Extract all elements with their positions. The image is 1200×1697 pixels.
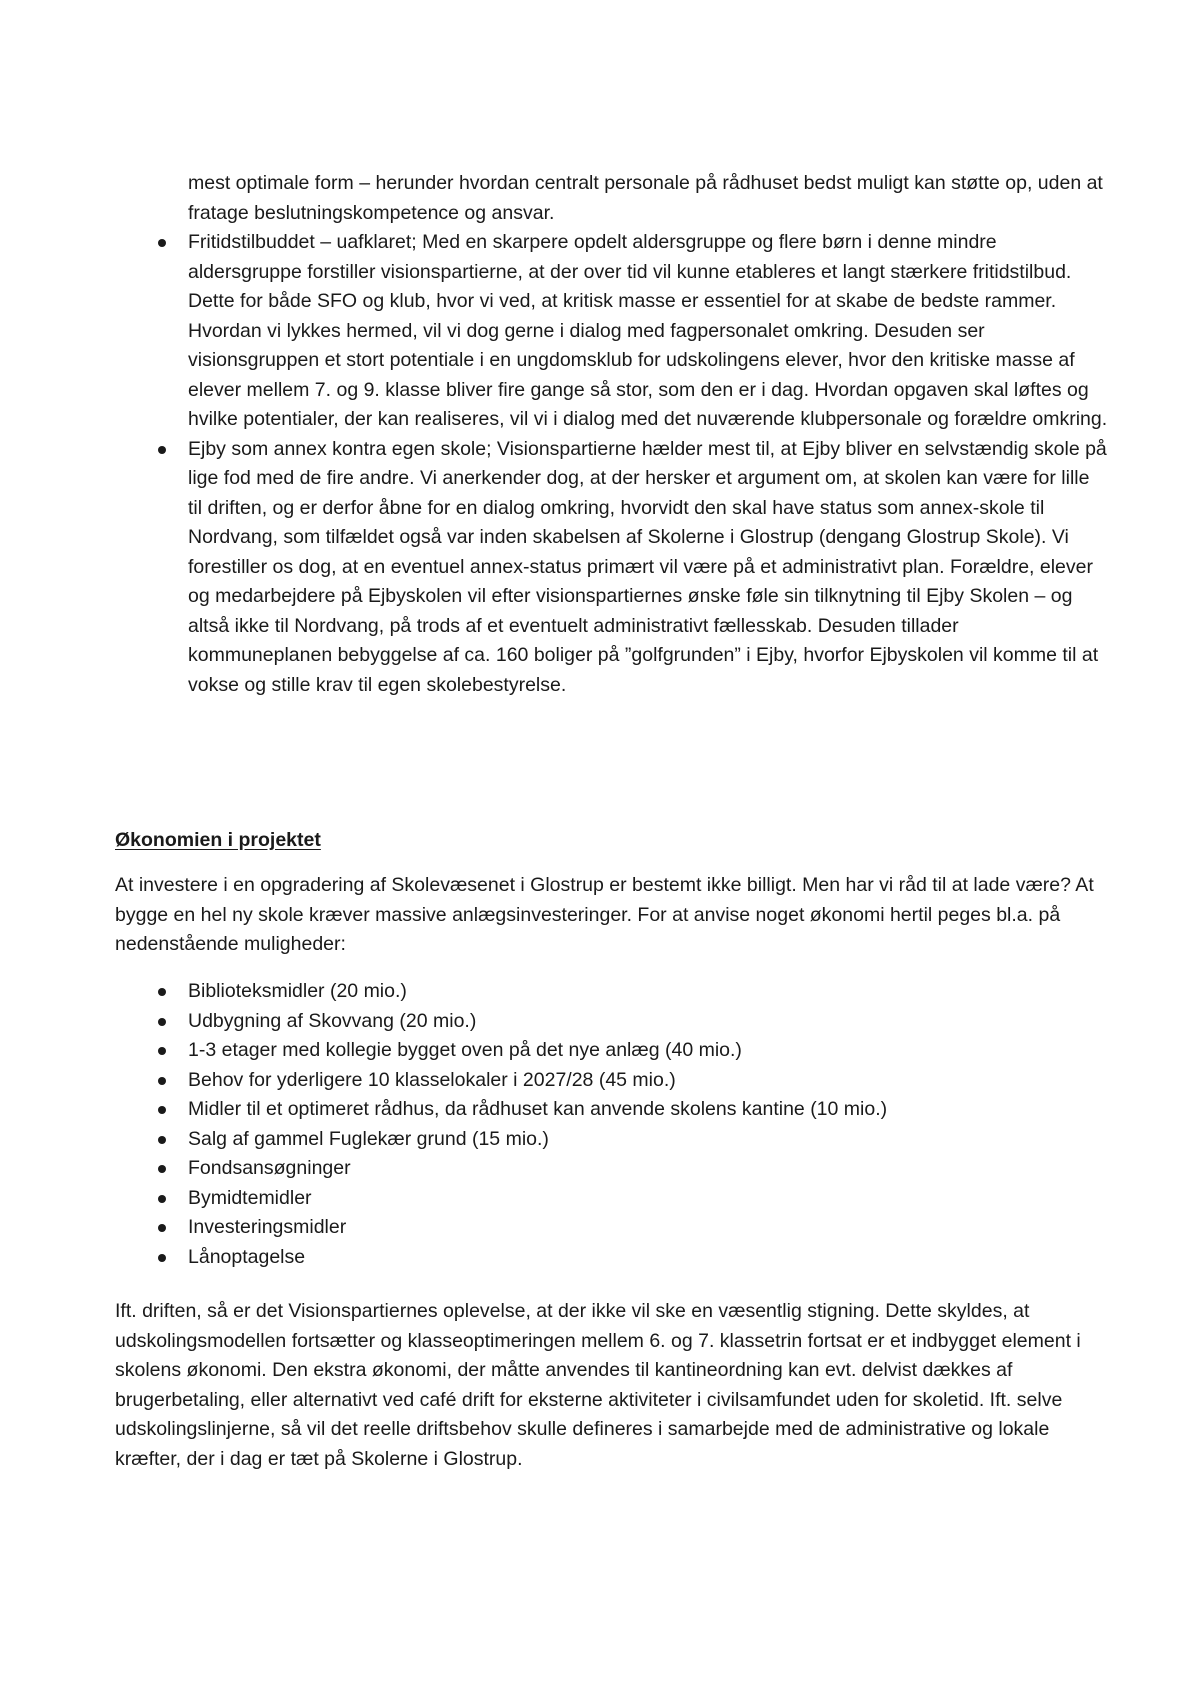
list-item [188,1007,1108,1037]
discussion-bullet-list [188,228,1108,700]
list-item [188,435,1108,701]
list-item [188,1184,1108,1214]
list-item [188,1066,1108,1096]
bullet-icon [158,239,166,247]
funding-item: Bymidtemidler [188,1186,312,1209]
bullet-icon [158,1106,166,1114]
bullet-icon [158,988,166,996]
funding-item: Behov for yderligere 10 klasselokaler i 2027/28 (45 mio.) [188,1068,676,1091]
list-item [188,1243,1108,1273]
bullet-icon [158,1018,166,1026]
list-item [188,1125,1108,1155]
list-item [188,1036,1108,1066]
funding-item: Lånoptagelse [188,1245,306,1268]
bullet-icon [158,1165,166,1173]
list-item [188,228,1108,435]
closing-paragraph: Ift. driften, så er det Visionspartiernes oplevelse, at der ikke vil ske en væsentlig stigning. Dette skyldes, at udskolingsmodellen fortsætter og klasseoptimeringen mellem 6. og 7. klassetrin fortsat er et indbygget element i skolens økonomi. Den ekstra økonomi, der måtte anvendes til kantineordning kan evt. delvist dækkes af brugerbetaling, eller alternativt ved café drift for eksterne aktiviteter i civilsamfundet uden for skoletid. Ift. selve udskolingslinjerne, så vil det reelle driftsbehov skulle defineres i samarbejde med de administrative og lokale kræfter, der i dag er tæt på Skolerne i Glostrup. [115,1300,1081,1470]
list-item [188,1213,1108,1243]
funding-item: Salg af gammel Fuglekær grund (15 mio.) [188,1127,549,1150]
bullet-text-fritidstilbud: Fritidstilbuddet – uafklaret; Med en skarpere opdelt aldersgruppe og flere børn i denne mindre aldersgruppe forstiller visionspartierne, at der over tid vil kunne etableres et langt stærkere fritidstilbud. Dette for både SFO og klub, hvor vi ved, at kritisk masse er essentiel for at skabe de bedste rammer. Hvordan vi lykkes hermed, vil vi dog gerne i dialog med fagpersonalet omkring. Desuden ser visionsgruppen et stort potentiale i en ungdomsklub for udskolingens elever, hvor den kritiske masse af elever mellem 7. og 9. klasse bliver fire gange så stor, som den er i dag. Hvordan opgaven skal løftes og hvilke potentialer, der kan realiseres, vil vi i dialog med det nuværende klubpersonale og forældre omkring. [188,231,1108,430]
funding-item: 1-3 etager med kollegie bygget oven på det nye anlæg (40 mio.) [188,1039,742,1061]
bullet-icon [158,1254,166,1262]
bullet-icon [158,1224,166,1232]
list-item [188,977,1108,1007]
section-heading: Økonomien i projektet [115,829,321,851]
funding-item: Investeringsmidler [188,1216,347,1238]
bullet-icon [158,1136,166,1144]
intro-paragraph: At investere i en opgradering af Skolevæsenet i Glostrup er bestemt ikke billigt. Men har vi råd til at lade være? At bygge en hel ny skole kræver massive anlægsinvesteringer. For at anvise noget økonomi hertil peges bl.a. på nedenstående muligheder: [115,874,1094,955]
bullet-icon [158,1047,166,1055]
continued-bullet-text: mest optimale form – herunder hvordan centralt personale på rådhuset bedst muligt kan støtte op, uden at fratage beslutningskompetence og ansvar. [188,172,1103,224]
funding-item: Udbygning af Skovvang (20 mio.) [188,1009,477,1032]
funding-item: Fondsansøgninger [188,1157,351,1179]
bullet-icon [158,446,166,454]
bullet-icon [158,1195,166,1203]
funding-item: Biblioteksmidler (20 mio.) [188,980,407,1002]
bullet-icon [158,1077,166,1085]
list-item [188,1095,1108,1125]
funding-options-list [188,977,1108,1272]
funding-item: Midler til et optimeret rådhus, da rådhuset kan anvende skolens kantine (10 mio.) [188,1098,888,1120]
bullet-text-ejby: Ejby som annex kontra egen skole; Visionspartierne hælder mest til, at Ejby bliver en selvstændig skole på lige fod med de fire andre. Vi anerkender dog, at der hersker et argument om, at skolen kan være for lille til driften, og er derfor åbne for en dialog omkring, hvorvidt den skal have status som annex-skole til Nordvang, som tilfældet også var inden skabelsen af Skolerne i Glostrup (dengang Glostrup Skole). Vi forestiller os dog, at en eventuel annex-status primært vil være på et administrativt plan. Forældre, elever og medarbejdere på Ejbyskolen vil efter visionspartiernes ønske føle sin tilknytning til Ejby Skolen – og altså ikke til Nordvang, på trods af et eventuelt administrativt fællesskab. Desuden tillader kommuneplanen bebyggelse af ca. 160 boliger på ”golfgrunden” i Ejby, hvorfor Ejbyskolen vil komme til at vokse og stille krav til egen skolebestyrelse. [188,437,1107,696]
list-item [188,1154,1108,1184]
